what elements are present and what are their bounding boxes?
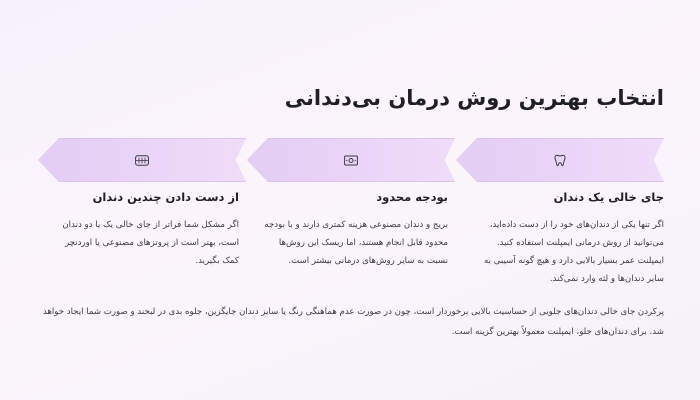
footer-note: پرکردن جای خالی دندان‌های جلویی از حساسیت بالایی برخوردار است، چون در صورت عدم هماهنگی رنگ یا سایز دندان جایگزین، جلوه بدی در لبخند و صورت شما ایجاد خواهد شد. برای دندان‌های جلو، ایمپلنت معمولاً بهترین گزینه است.	[42, 307, 664, 337]
step-chevron-2	[247, 138, 455, 182]
tooth-icon	[554, 154, 566, 167]
column-heading: از دست دادن چندین دندان	[92, 190, 239, 204]
column-multiple-teeth	[49, 190, 239, 270]
column-text: اگر تنها یکی از دندان‌های خود را از دست داده‌اید، می‌توانید از روش درمانی ایمپلنت استفاده کنید. ایمپلنت عمر بسیار بالایی دارد و هیچ گونه آسیبی به سایر دندان‌ها و لثه وارد نمی‌کند.	[483, 220, 664, 284]
column-heading: جای خالی یک دندان	[553, 190, 664, 204]
step-chevron-1	[456, 138, 664, 182]
step-chevrons	[38, 138, 664, 182]
column-heading: بودجه محدود	[376, 190, 448, 204]
column-single-tooth	[474, 190, 664, 288]
column-limited-budget	[258, 190, 448, 270]
money-icon	[344, 155, 358, 166]
column-text: اگر مشکل شما فراتر از جای خالی یک یا دو دندان است، بهتر است از پروتزهای مصنوعی یا اوردنچر کمک بگیرید.	[62, 220, 239, 266]
page-title: انتخاب بهترین روش درمان بی‌دندانی	[284, 86, 664, 110]
step-chevron-3	[38, 138, 246, 182]
column-text: بریج و دندان مصنوعی هزینه کمتری دارند و با بودجه محدود قابل انجام هستند، اما ریسک این روش‌ها نسبت به سایر روش‌های درمانی بیشتر است.	[264, 220, 448, 266]
denture-icon	[135, 155, 149, 166]
